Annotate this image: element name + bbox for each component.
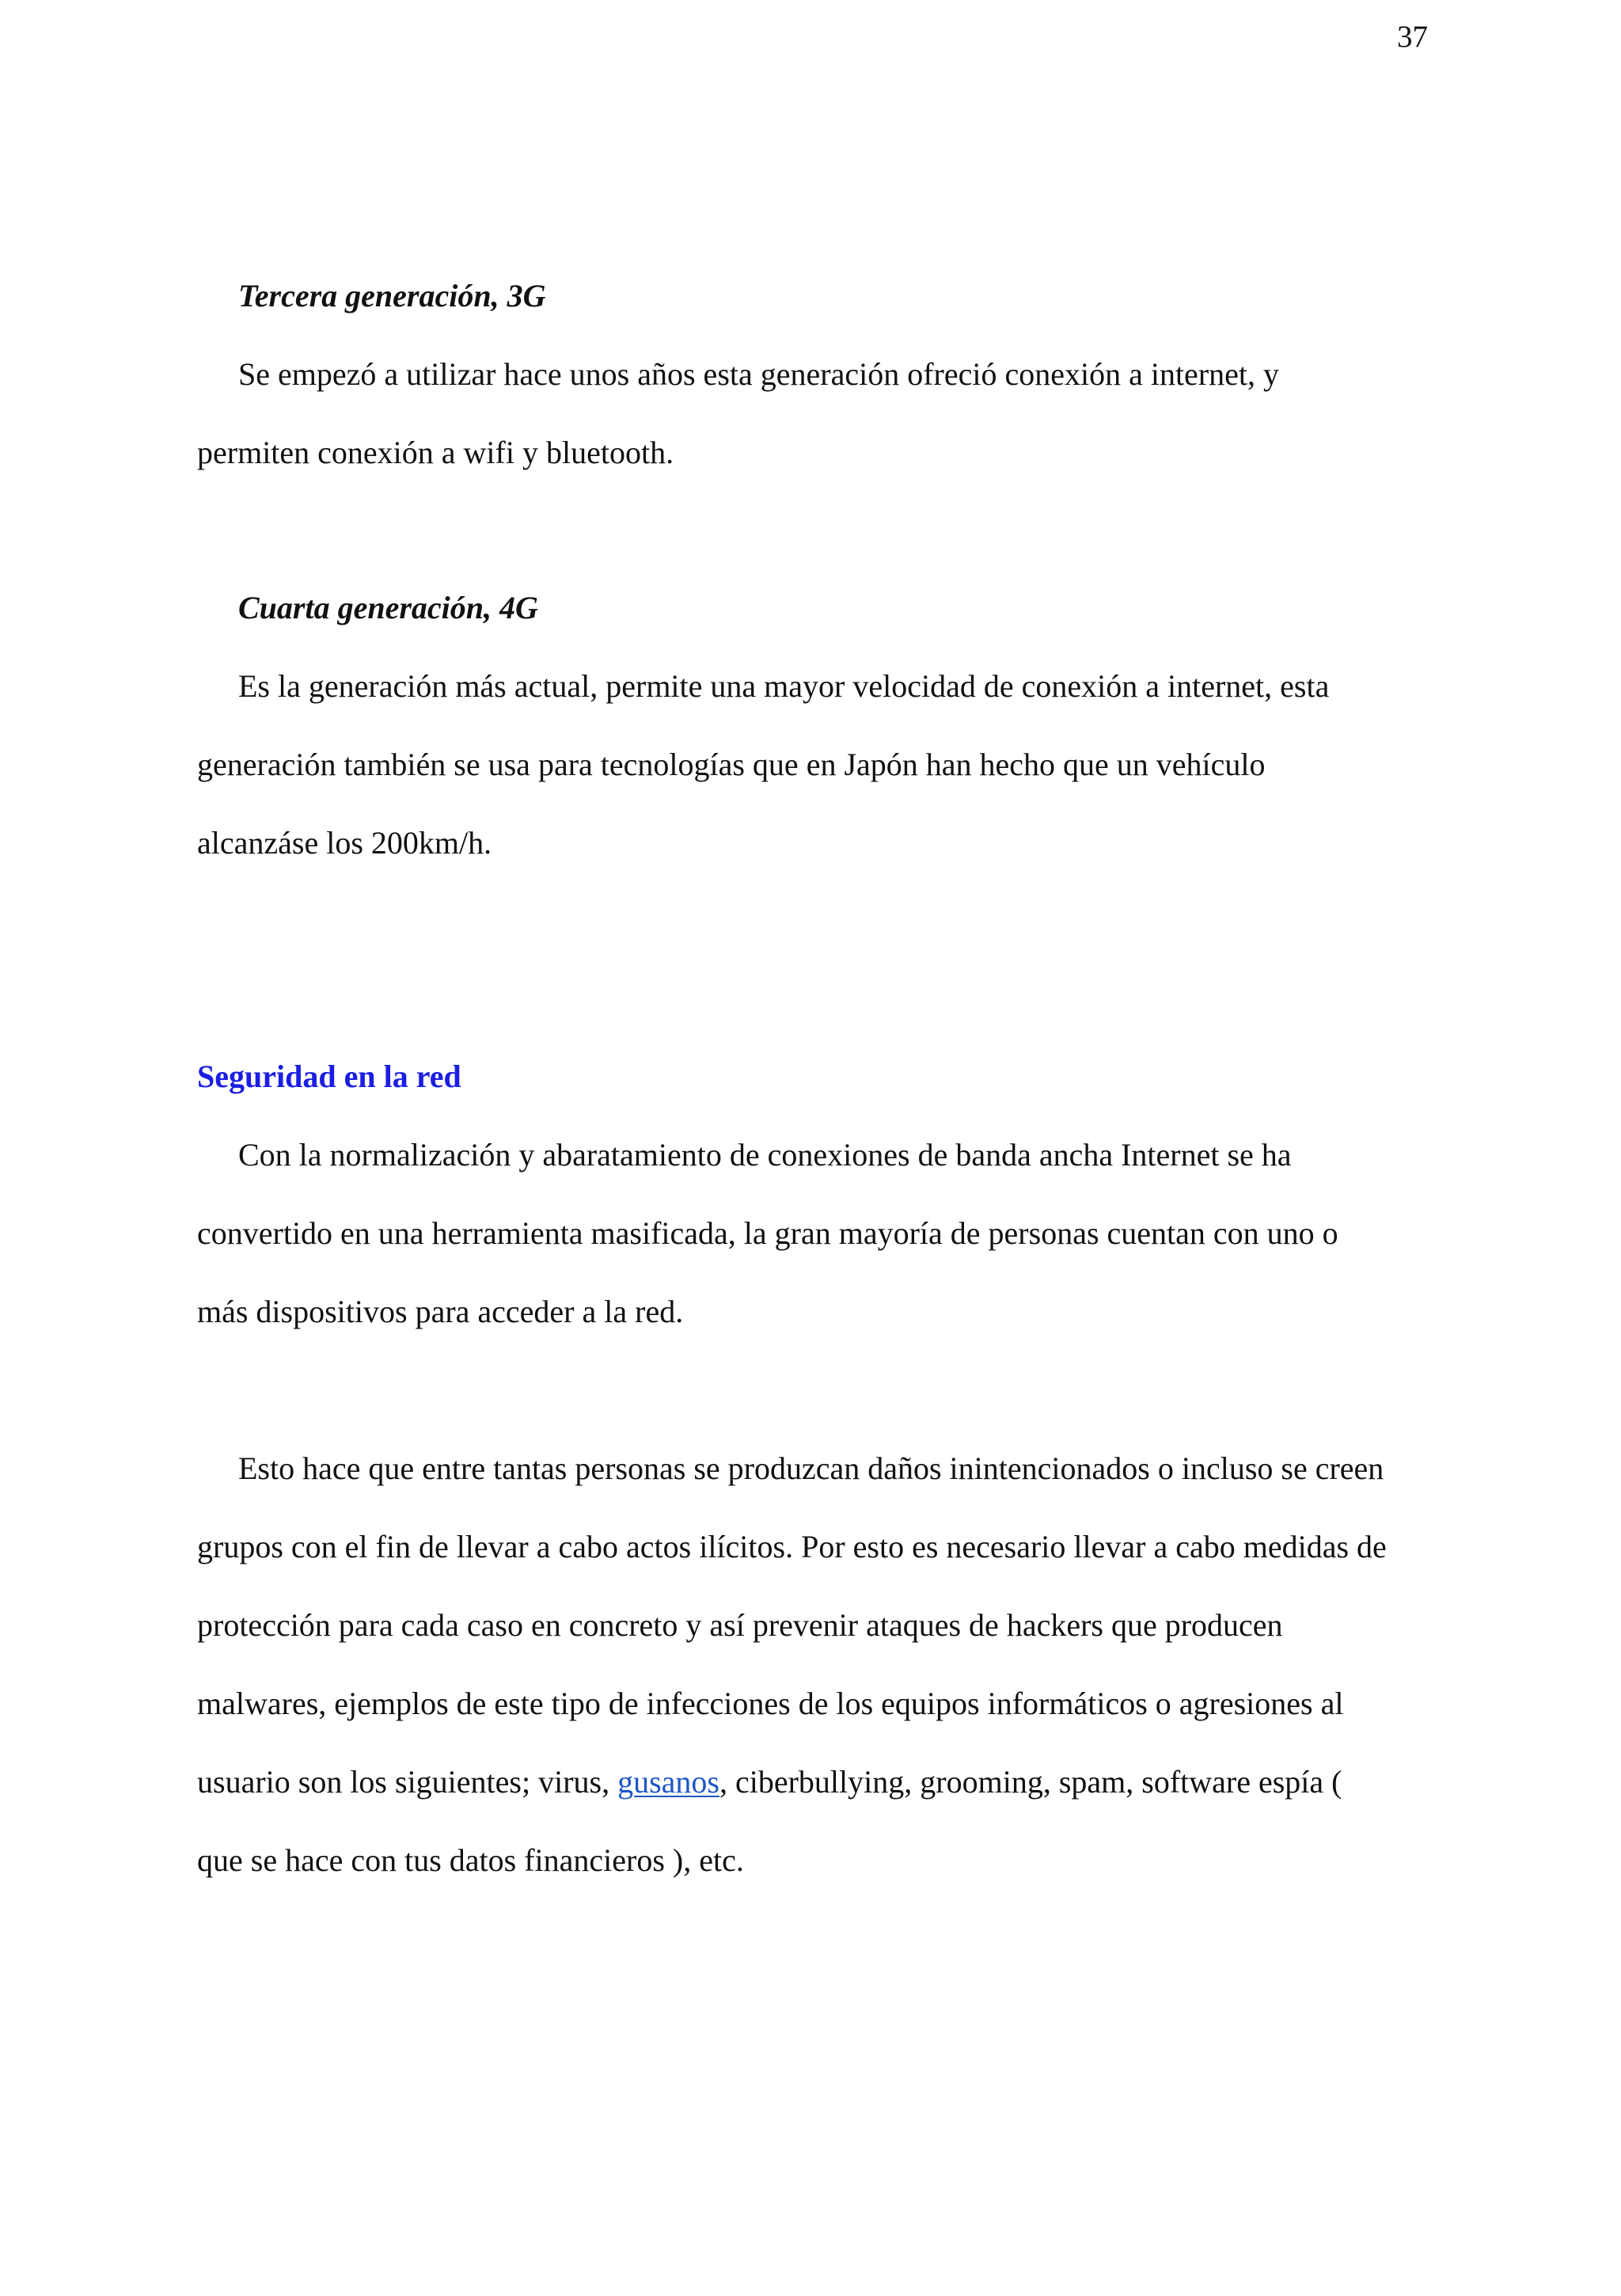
paragraph-line: Se empezó a utilizar hace unos años esta generación ofreció conexión a internet, y	[238, 356, 1279, 392]
paragraph-line: alcanzáse los 200km/h.	[197, 825, 492, 861]
page-number: 37	[1397, 20, 1428, 54]
paragraph-line: generación también se usa para tecnologías que en Japón han hecho que un vehículo	[197, 747, 1266, 782]
paragraph-line: más dispositivos para acceder a la red.	[197, 1294, 684, 1329]
paragraph-line: Es la generación más actual, permite una mayor velocidad de conexión a internet, esta	[238, 668, 1330, 704]
gusanos-link[interactable]: gusanos	[617, 1764, 719, 1800]
paragraph-line: permiten conexión a wifi y bluetooth.	[197, 435, 674, 470]
section-heading-seguridad: Seguridad en la red	[197, 1059, 461, 1094]
paragraph-line: protección para cada caso en concreto y así prevenir ataques de hackers que producen	[197, 1607, 1283, 1643]
paragraph-line: convertido en una herramienta masificada, la gran mayoría de personas cuentan con uno o	[197, 1215, 1338, 1251]
subheading-4g: Cuarta generación, 4G	[238, 590, 538, 625]
text-after-link: , ciberbullying, grooming, spam, software espía (	[719, 1764, 1342, 1800]
paragraph-line: grupos con el fin de llevar a cabo actos ilícitos. Por esto es necesario llevar a cabo medidas de	[197, 1529, 1387, 1564]
text-before-link: usuario son los siguientes; virus,	[197, 1764, 618, 1800]
paragraph-line: malwares, ejemplos de este tipo de infecciones de los equipos informáticos o agresiones al	[197, 1686, 1344, 1721]
paragraph-line: que se hace con tus datos financieros ), etc.	[197, 1842, 744, 1878]
paragraph-line: Esto hace que entre tantas personas se produzcan daños inintencionados o incluso se creen	[238, 1450, 1384, 1486]
paragraph-line-with-link	[197, 1762, 1342, 1802]
paragraph-line: Con la normalización y abaratamiento de conexiones de banda ancha Internet se ha	[238, 1137, 1292, 1173]
subheading-3g: Tercera generación, 3G	[238, 278, 546, 314]
